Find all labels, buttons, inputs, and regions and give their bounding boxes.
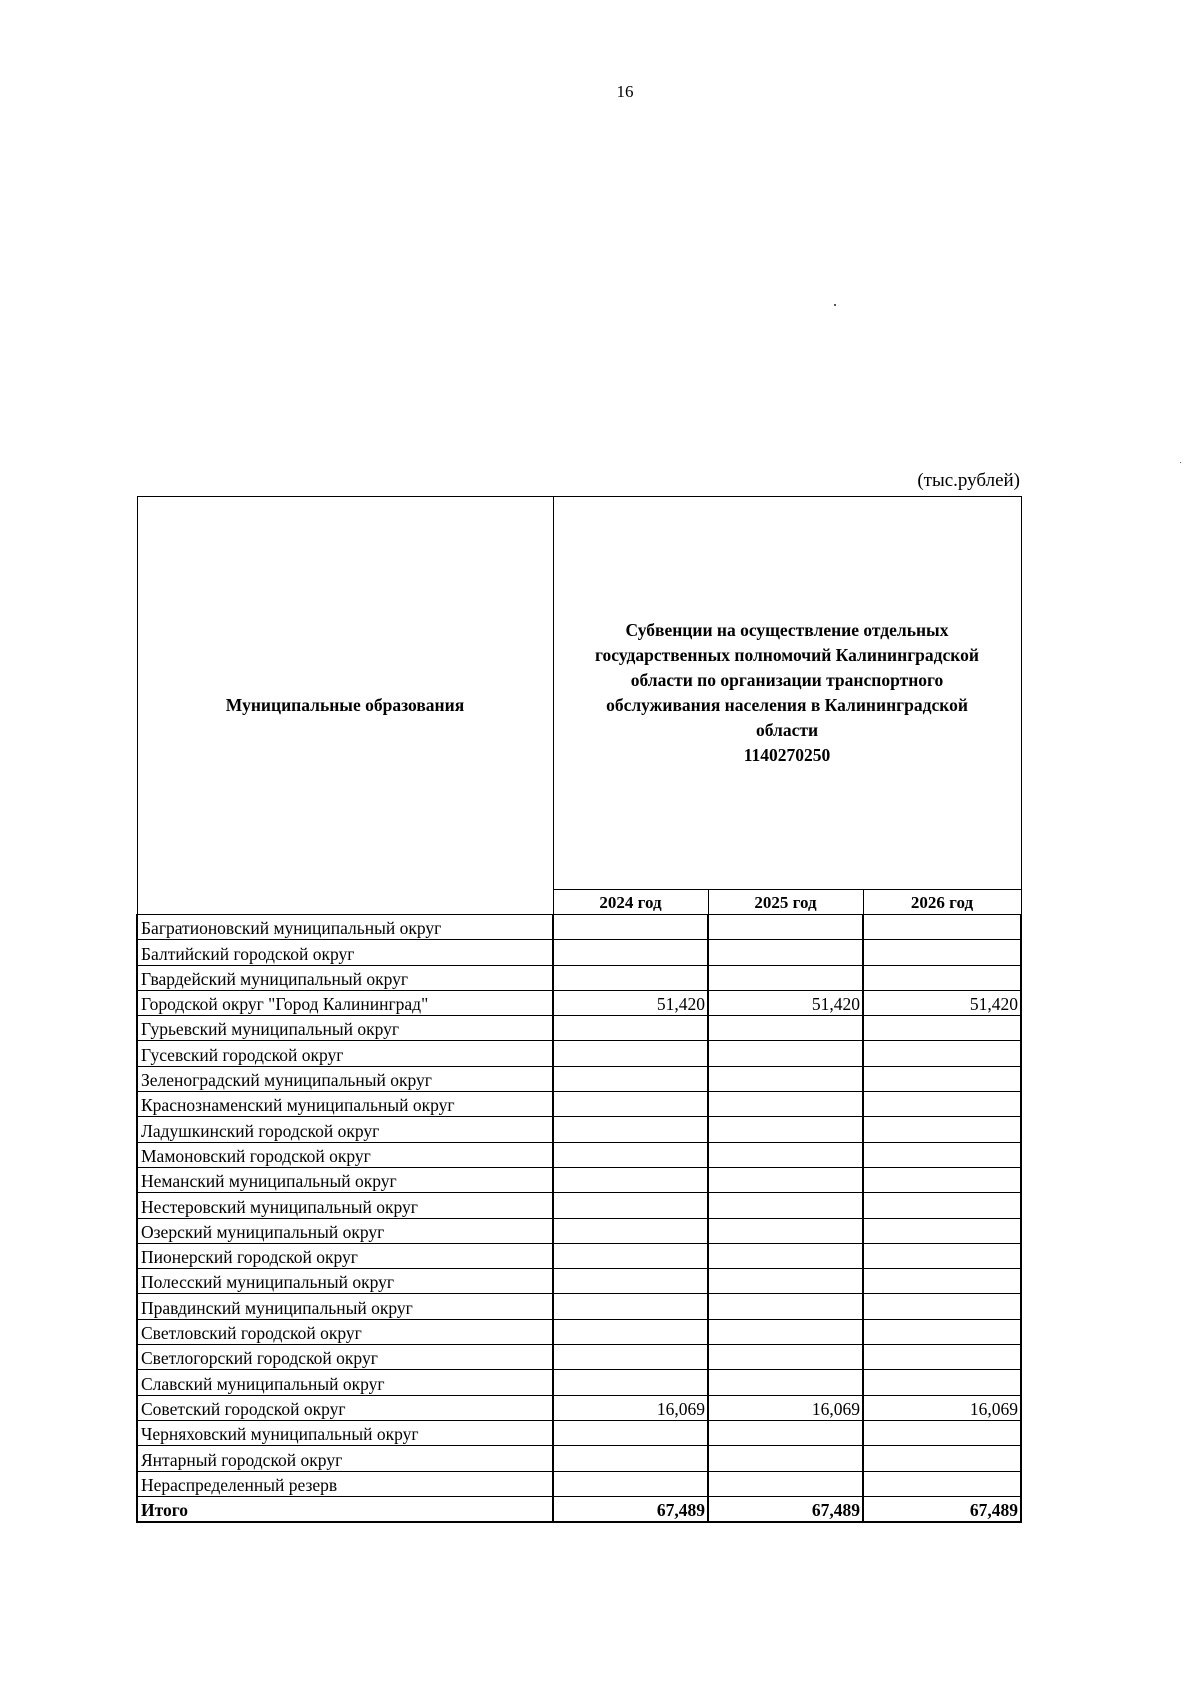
municipality-name: Правдинский муниципальный округ (137, 1294, 553, 1319)
municipality-name: Светловский городской округ (137, 1319, 553, 1344)
value-2026: 16,069 (863, 1395, 1021, 1420)
header-desc-line: обслуживания населения в Калининградской (606, 695, 968, 715)
value-2026 (863, 1066, 1021, 1091)
value-2025 (708, 1269, 863, 1294)
value-2024 (553, 1269, 708, 1294)
municipality-name: Гвардейский муниципальный округ (137, 965, 553, 990)
header-subvention-description (553, 497, 1021, 890)
table-row (137, 1243, 1021, 1268)
table-row (137, 1395, 1021, 1420)
value-2025 (708, 1319, 863, 1344)
value-2026 (863, 965, 1021, 990)
value-2026 (863, 1446, 1021, 1471)
header-year-2024: 2024 год (553, 890, 708, 915)
value-2025 (708, 1370, 863, 1395)
value-2024 (553, 1016, 708, 1041)
table-row (137, 1370, 1021, 1395)
value-2024 (553, 1370, 708, 1395)
page-number: 16 (616, 82, 634, 101)
value-2026 (863, 1041, 1021, 1066)
value-2026: 51,420 (863, 990, 1021, 1015)
value-2026 (863, 1420, 1021, 1445)
value-2026 (863, 1117, 1021, 1142)
value-2025 (708, 1041, 863, 1066)
municipality-name: Неманский муниципальный округ (137, 1167, 553, 1192)
municipality-name: Нераспределенный резерв (137, 1471, 553, 1496)
value-2024 (553, 965, 708, 990)
value-2025 (708, 1218, 863, 1243)
total-label: Итого (137, 1496, 553, 1522)
value-2026 (863, 1193, 1021, 1218)
value-2024 (553, 1294, 708, 1319)
table-row (137, 1117, 1021, 1142)
table-row (137, 1345, 1021, 1370)
value-2024 (553, 1218, 708, 1243)
value-2024 (553, 1471, 708, 1496)
municipality-name: Янтарный городской округ (137, 1446, 553, 1471)
value-2026 (863, 1269, 1021, 1294)
municipality-name: Гурьевский муниципальный округ (137, 1016, 553, 1041)
municipality-name: Городской округ "Город Калининград" (137, 990, 553, 1015)
value-2025 (708, 1092, 863, 1117)
municipality-name: Пионерский городской округ (137, 1243, 553, 1268)
value-2025 (708, 1167, 863, 1192)
municipality-name: Светлогорский городской округ (137, 1345, 553, 1370)
value-2025 (708, 1471, 863, 1496)
table-row (137, 965, 1021, 990)
value-2026 (863, 1167, 1021, 1192)
total-2024: 67,489 (553, 1496, 708, 1522)
municipality-name: Советский городской округ (137, 1395, 553, 1420)
value-2024 (553, 915, 708, 940)
municipality-name: Нестеровский муниципальный округ (137, 1193, 553, 1218)
table-row (137, 940, 1021, 965)
table-header-row (137, 497, 1021, 890)
header-desc-line: области (755, 720, 819, 740)
header-municipalities: Муниципальные образования (137, 497, 553, 915)
table-row (137, 1420, 1021, 1445)
value-2024 (553, 940, 708, 965)
table-row (137, 1142, 1021, 1167)
value-2026 (863, 1471, 1021, 1496)
value-2025 (708, 1117, 863, 1142)
municipality-name: Черняховский муниципальный округ (137, 1420, 553, 1445)
value-2026 (863, 915, 1021, 940)
table-row (137, 1167, 1021, 1192)
header-desc-line: Субвенции на осуществление отдельных (625, 620, 949, 640)
municipality-name: Багратионовский муниципальный округ (137, 915, 553, 940)
value-2024 (553, 1142, 708, 1167)
subvention-table (136, 496, 1022, 1523)
header-year-2025: 2025 год (708, 890, 863, 915)
value-2026 (863, 1016, 1021, 1041)
value-2025: 16,069 (708, 1395, 863, 1420)
value-2024: 51,420 (553, 990, 708, 1015)
value-2025 (708, 1066, 863, 1091)
table-row (137, 1294, 1021, 1319)
value-2024 (553, 1446, 708, 1471)
value-2026 (863, 1142, 1021, 1167)
municipality-name: Балтийский городской округ (137, 940, 553, 965)
value-2024 (553, 1041, 708, 1066)
table-row (137, 1066, 1021, 1091)
header-desc-line: государственных полномочий Калининградской (595, 645, 979, 665)
value-2026 (863, 1218, 1021, 1243)
header-budget-code: 1140270250 (743, 745, 831, 765)
table-row (137, 1269, 1021, 1294)
value-2026 (863, 1243, 1021, 1268)
value-2025 (708, 915, 863, 940)
municipality-name: Зеленоградский муниципальный округ (137, 1066, 553, 1091)
value-2024 (553, 1193, 708, 1218)
scan-speck (1180, 462, 1181, 463)
value-2026 (863, 1370, 1021, 1395)
table-row (137, 990, 1021, 1015)
municipality-name: Краснознаменский муниципальный округ (137, 1092, 553, 1117)
units-label: (тыс.рублей) (917, 470, 1020, 491)
municipality-name: Славский муниципальный округ (137, 1370, 553, 1395)
header-desc-line: области по организации транспортного (630, 670, 944, 690)
table-body (137, 915, 1021, 1522)
table-row (137, 1092, 1021, 1117)
value-2025 (708, 965, 863, 990)
value-2024 (553, 1345, 708, 1370)
municipality-name: Полесский муниципальный округ (137, 1269, 553, 1294)
value-2025 (708, 1294, 863, 1319)
total-2026: 67,489 (863, 1496, 1021, 1522)
value-2025 (708, 1345, 863, 1370)
municipality-name: Ладушкинский городской округ (137, 1117, 553, 1142)
value-2026 (863, 1345, 1021, 1370)
value-2025 (708, 1446, 863, 1471)
table-row (137, 1041, 1021, 1066)
municipality-name: Гусевский городской округ (137, 1041, 553, 1066)
total-2025: 67,489 (708, 1496, 863, 1522)
value-2024 (553, 1117, 708, 1142)
value-2024: 16,069 (553, 1395, 708, 1420)
value-2026 (863, 1319, 1021, 1344)
value-2025 (708, 1420, 863, 1445)
scan-speck (834, 304, 836, 306)
value-2025 (708, 1016, 863, 1041)
value-2025 (708, 940, 863, 965)
value-2024 (553, 1243, 708, 1268)
total-row (137, 1496, 1021, 1522)
value-2025: 51,420 (708, 990, 863, 1015)
table-row (137, 1446, 1021, 1471)
value-2026 (863, 1092, 1021, 1117)
value-2025 (708, 1193, 863, 1218)
municipality-name: Озерский муниципальный округ (137, 1218, 553, 1243)
value-2024 (553, 1167, 708, 1192)
table-row (137, 1218, 1021, 1243)
table-row (137, 915, 1021, 940)
table-row (137, 1016, 1021, 1041)
table-row (137, 1471, 1021, 1496)
value-2024 (553, 1092, 708, 1117)
value-2024 (553, 1319, 708, 1344)
table-row (137, 1319, 1021, 1344)
value-2024 (553, 1066, 708, 1091)
value-2025 (708, 1243, 863, 1268)
value-2024 (553, 1420, 708, 1445)
value-2026 (863, 940, 1021, 965)
municipality-name: Мамоновский городской округ (137, 1142, 553, 1167)
header-year-2026: 2026 год (863, 890, 1021, 915)
value-2026 (863, 1294, 1021, 1319)
value-2025 (708, 1142, 863, 1167)
table-row (137, 1193, 1021, 1218)
